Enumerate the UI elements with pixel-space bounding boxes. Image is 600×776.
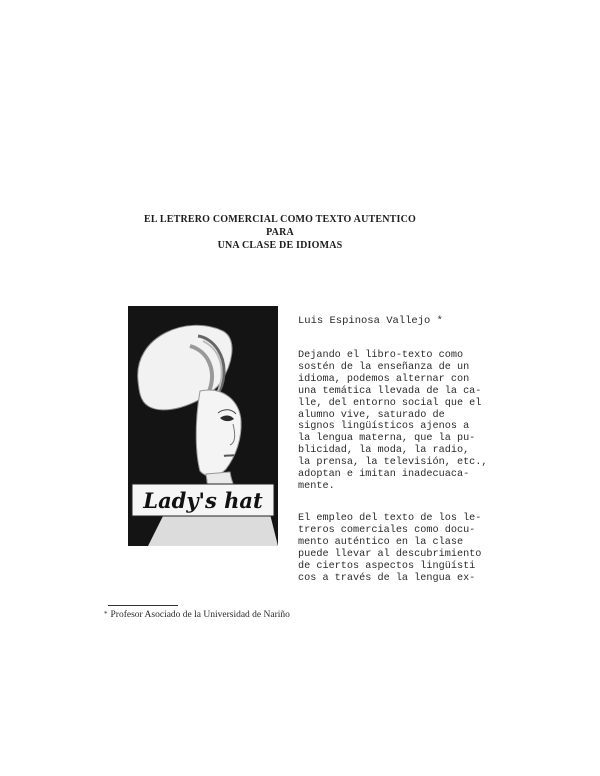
paragraph-line: lle, del entorno social que el [298,397,482,409]
footnote-text: Profesor Asociado de la Universidad de Nariño [110,610,290,620]
footnote-divider [108,605,178,606]
paragraph-line: El empleo del texto de los le- [298,513,482,524]
paragraph-line: mente. [298,480,335,492]
paragraph-line: treros comerciales como docu- [298,524,476,536]
footnote [104,610,290,620]
footnote-mark: * [104,610,108,618]
paragraph-1 [298,350,488,493]
paragraph-line: Dejando el libro-texto como [298,350,464,361]
paragraph-line: la lengua materna, que la pu- [298,433,476,445]
paragraph-line: blicidad, la moda, la radio, [298,445,470,457]
paragraph-line: la prensa, la televisión, etc., [298,457,488,469]
paragraph-line: puede llevar al descubrimiento [298,548,482,560]
article-title [130,213,430,252]
paragraph-line: de ciertos aspectos lingüísti [298,560,476,572]
paragraph-line: idioma, podemos alternar con [298,373,470,385]
author-name: Luis Espinosa Vallejo * [298,315,443,327]
sign-text: Lady's hat [143,488,263,513]
paragraph-line: cos a través de la lengua ex- [298,572,476,584]
woman-with-hat-icon [128,306,278,546]
paragraph-line: signos lingüísticos ajenos a [298,421,470,433]
paragraph-line: adoptan e imitan inadecuaca- [298,469,470,481]
paragraph-line: alumno vive, saturado de [298,409,445,421]
title-line-1: EL LETRERO COMERCIAL COMO TEXTO AUTENTICO PARA [143,214,417,238]
paragraph-line: sostén de la enseñanza de un [298,361,470,373]
lady-hat-illustration [128,306,278,546]
paragraph-line: una temática llevada de la ca- [298,385,482,397]
title-line-2: UNA CLASE DE IDIOMAS [217,240,343,251]
paragraph-2 [298,513,482,584]
paragraph-line: mento auténtico en la clase [298,536,464,548]
